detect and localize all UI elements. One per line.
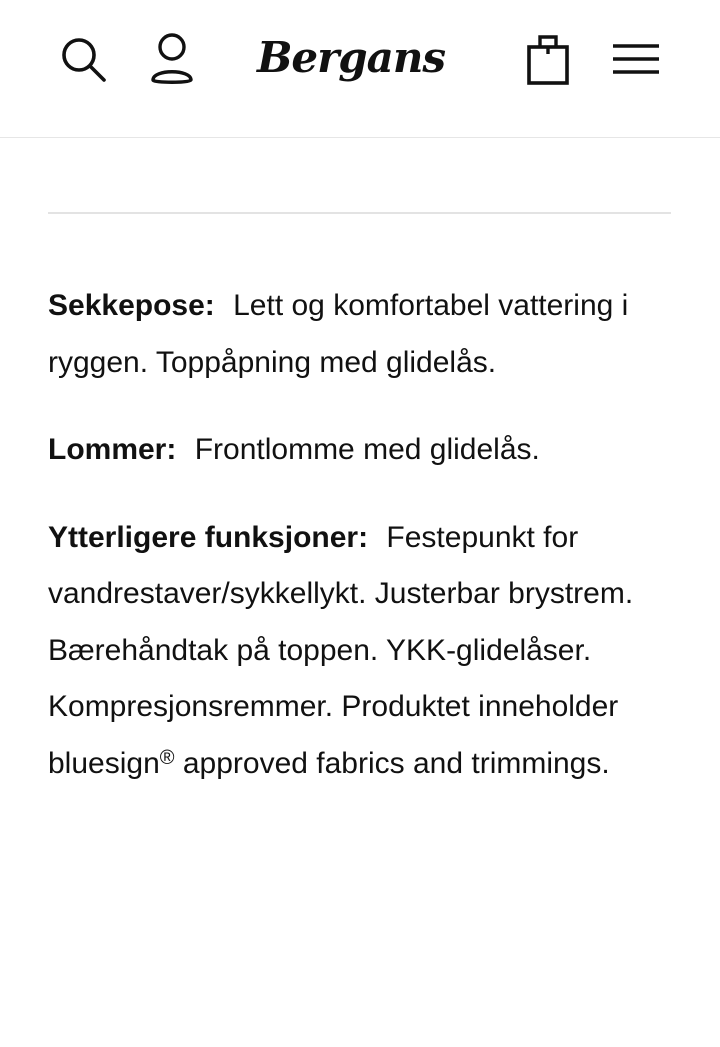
feature-label: Ytterligere funksjoner: (48, 520, 369, 554)
cart-button[interactable] (522, 30, 574, 88)
hamburger-menu-icon (611, 41, 661, 77)
feature-item (48, 422, 678, 479)
feature-item (48, 510, 678, 793)
search-icon (59, 35, 107, 83)
site-header (0, 0, 720, 138)
feature-label: Sekkepose: (48, 289, 215, 322)
search-button[interactable] (56, 32, 110, 86)
account-icon (149, 32, 195, 86)
feature-item (48, 278, 678, 391)
section-divider (48, 212, 671, 214)
brand-logo[interactable]: Bergans (256, 32, 446, 82)
feature-label: Lommer: (48, 433, 177, 466)
shopping-bag-icon (526, 32, 570, 86)
feature-text: Frontlomme med glidelås. (194, 433, 540, 466)
registered-mark: ® (159, 746, 175, 769)
feature-text: Festepunkt for vandrestaver/sykkellykt. Justerbar brystrem. Bærehåndtak på toppen. YKK-glidelåser. Kompresjonsremmer. Produktet inneholder bluesign (48, 520, 634, 780)
feature-text-continued: approved fabrics and trimmings. (174, 746, 610, 780)
account-button[interactable] (146, 30, 198, 88)
feature-text: Lett og komfortabel vattering i ryggen. Toppåpning med glidelås. (48, 289, 629, 379)
product-features (48, 278, 678, 823)
menu-button[interactable] (608, 34, 664, 84)
